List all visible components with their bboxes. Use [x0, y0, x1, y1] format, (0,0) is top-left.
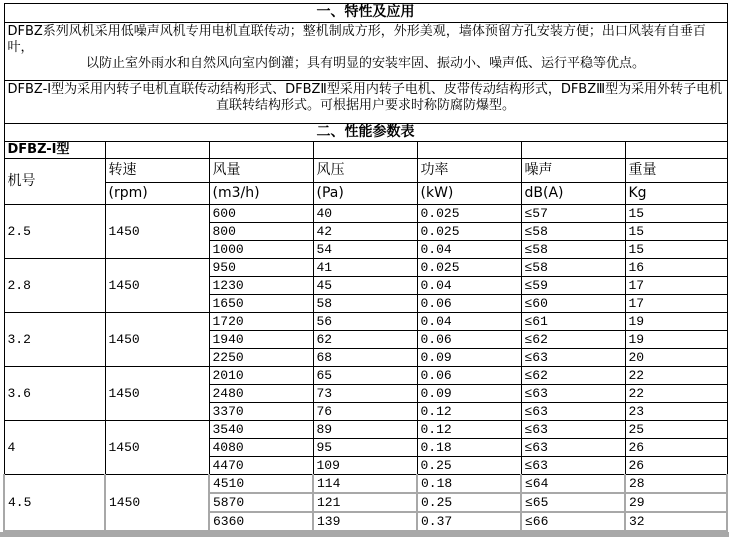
- machine-no-value: 3.2: [4, 313, 105, 367]
- weight-cell: 20: [625, 349, 727, 367]
- rpm-value: 1450: [105, 313, 209, 367]
- pressure-cell: 58: [313, 295, 417, 313]
- pressure-cell: 73: [313, 385, 417, 403]
- power-cell: 0.09: [417, 385, 521, 403]
- noise-cell: ≤63: [521, 385, 625, 403]
- features-paragraph-line1: DFBZ系列风机采用低噪声风机专用电机直联传动；整机制成方形，外形美观，墙体预留方孔安装方便；出口风装有自垂百叶，: [7, 23, 706, 55]
- noise-cell: ≤65: [521, 493, 625, 512]
- noise-cell: ≤63: [521, 403, 625, 421]
- pressure-cell: 89: [313, 421, 417, 439]
- power-cell: 0.18: [417, 439, 521, 457]
- weight-cell: 15: [625, 205, 727, 223]
- weight-cell: 19: [625, 331, 727, 349]
- noise-cell: ≤59: [521, 277, 625, 295]
- unit-power: (kW): [417, 183, 521, 205]
- machine-no-value: 4: [4, 421, 105, 475]
- features-paragraph-line2: 以防止室外雨水和自然风向室内倒灌；具有明显的安装牢固、振动小、噪声低、运行平稳等优点。: [86, 56, 646, 71]
- empty-cell: [209, 142, 313, 159]
- machine-no-value: 2.5: [4, 205, 105, 259]
- header-airflow: 风量: [209, 159, 313, 183]
- weight-cell: 26: [625, 439, 727, 457]
- pressure-cell: 68: [313, 349, 417, 367]
- weight-cell: 26: [625, 457, 727, 475]
- noise-cell: ≤58: [521, 259, 625, 277]
- airflow-cell: 3370: [209, 403, 313, 421]
- unit-noise: dB(A): [521, 183, 625, 205]
- unit-pressure: (Pa): [313, 183, 417, 205]
- airflow-cell: 1940: [209, 331, 313, 349]
- unit-weight: Kg: [625, 183, 727, 205]
- empty-cell: [417, 142, 521, 159]
- airflow-cell: 1720: [209, 313, 313, 331]
- weight-cell: 28: [625, 475, 727, 494]
- pressure-cell: 95: [313, 439, 417, 457]
- pressure-cell: 109: [313, 457, 417, 475]
- noise-cell: ≤57: [521, 205, 625, 223]
- power-cell: 0.025: [417, 259, 521, 277]
- section1-title: 一、特性及应用: [4, 4, 727, 23]
- types-paragraph-line1: DFBZ-Ⅰ型为采用内转子电机直联传动结构形式、DFBZⅡ型采用内转子电机、皮带传动结构形式，DFBZⅢ型为采用外转子电机: [7, 81, 723, 97]
- noise-cell: ≤58: [521, 223, 625, 241]
- noise-cell: ≤62: [521, 331, 625, 349]
- empty-cell: [105, 142, 209, 159]
- weight-cell: 25: [625, 421, 727, 439]
- pressure-cell: 42: [313, 223, 417, 241]
- noise-cell: ≤58: [521, 241, 625, 259]
- machine-no-value: 2.8: [4, 259, 105, 313]
- power-cell: 0.06: [417, 367, 521, 385]
- power-cell: 0.04: [417, 313, 521, 331]
- unit-rpm: (rpm): [105, 183, 209, 205]
- types-paragraph-line2: 直联转结构形式。可根据用户要求时称防腐防爆型。: [216, 97, 516, 113]
- machine-no-value: 3.6: [4, 367, 105, 421]
- power-cell: 0.06: [417, 331, 521, 349]
- header-rpm: 转速: [105, 159, 209, 183]
- pressure-cell: 54: [313, 241, 417, 259]
- airflow-cell: 1230: [209, 277, 313, 295]
- weight-cell: 29: [625, 493, 727, 512]
- empty-cell: [625, 142, 727, 159]
- airflow-cell: 3540: [209, 421, 313, 439]
- airflow-cell: 4470: [209, 457, 313, 475]
- power-cell: 0.12: [417, 403, 521, 421]
- power-cell: 0.18: [417, 475, 521, 494]
- power-cell: 0.37: [417, 512, 521, 531]
- weight-cell: 15: [625, 241, 727, 259]
- airflow-cell: 1000: [209, 241, 313, 259]
- pressure-cell: 65: [313, 367, 417, 385]
- rpm-value: 1450: [105, 259, 209, 313]
- noise-cell: ≤64: [521, 475, 625, 494]
- weight-cell: 19: [625, 313, 727, 331]
- weight-cell: 22: [625, 367, 727, 385]
- noise-cell: ≤63: [521, 421, 625, 439]
- power-cell: 0.25: [417, 457, 521, 475]
- header-weight: 重量: [625, 159, 727, 183]
- weight-cell: 23: [625, 403, 727, 421]
- power-cell: 0.25: [417, 493, 521, 512]
- weight-cell: 22: [625, 385, 727, 403]
- airflow-cell: 5870: [209, 493, 313, 512]
- airflow-cell: 800: [209, 223, 313, 241]
- noise-cell: ≤66: [521, 512, 625, 531]
- table-model-label: DFBZ-Ⅰ型: [4, 142, 105, 159]
- spec-document-table: [3, 3, 728, 532]
- power-cell: 0.12: [417, 421, 521, 439]
- weight-cell: 17: [625, 295, 727, 313]
- pressure-cell: 40: [313, 205, 417, 223]
- power-cell: 0.06: [417, 295, 521, 313]
- airflow-cell: 600: [209, 205, 313, 223]
- pressure-cell: 76: [313, 403, 417, 421]
- features-paragraph: [4, 22, 727, 80]
- rpm-value: 1450: [105, 475, 209, 532]
- airflow-cell: 2480: [209, 385, 313, 403]
- noise-cell: ≤60: [521, 295, 625, 313]
- bottom-gray-bar: [0, 532, 729, 537]
- airflow-cell: 2010: [209, 367, 313, 385]
- header-pressure: 风压: [313, 159, 417, 183]
- unit-airflow: (m3/h): [209, 183, 313, 205]
- airflow-cell: 4080: [209, 439, 313, 457]
- noise-cell: ≤62: [521, 367, 625, 385]
- section2-title: 二、性能参数表: [4, 123, 727, 142]
- power-cell: 0.04: [417, 241, 521, 259]
- empty-cell: [313, 142, 417, 159]
- pressure-cell: 139: [313, 512, 417, 531]
- rpm-value: 1450: [105, 205, 209, 259]
- power-cell: 0.09: [417, 349, 521, 367]
- airflow-cell: 6360: [209, 512, 313, 531]
- document-page: [0, 3, 729, 548]
- weight-cell: 32: [625, 512, 727, 531]
- rpm-value: 1450: [105, 421, 209, 475]
- power-cell: 0.025: [417, 223, 521, 241]
- rpm-value: 1450: [105, 367, 209, 421]
- power-cell: 0.04: [417, 277, 521, 295]
- airflow-cell: 950: [209, 259, 313, 277]
- weight-cell: 17: [625, 277, 727, 295]
- noise-cell: ≤63: [521, 349, 625, 367]
- airflow-cell: 1650: [209, 295, 313, 313]
- header-machine-no: 机号: [4, 159, 105, 205]
- pressure-cell: 121: [313, 493, 417, 512]
- pressure-cell: 62: [313, 331, 417, 349]
- noise-cell: ≤63: [521, 457, 625, 475]
- machine-no-value: 4.5: [4, 475, 105, 532]
- weight-cell: 16: [625, 259, 727, 277]
- airflow-cell: 4510: [209, 475, 313, 494]
- types-paragraph: [4, 80, 727, 123]
- pressure-cell: 56: [313, 313, 417, 331]
- power-cell: 0.025: [417, 205, 521, 223]
- pressure-cell: 114: [313, 475, 417, 494]
- header-noise: 噪声: [521, 159, 625, 183]
- noise-cell: ≤61: [521, 313, 625, 331]
- pressure-cell: 41: [313, 259, 417, 277]
- noise-cell: ≤63: [521, 439, 625, 457]
- airflow-cell: 2250: [209, 349, 313, 367]
- header-power: 功率: [417, 159, 521, 183]
- weight-cell: 15: [625, 223, 727, 241]
- pressure-cell: 45: [313, 277, 417, 295]
- empty-cell: [521, 142, 625, 159]
